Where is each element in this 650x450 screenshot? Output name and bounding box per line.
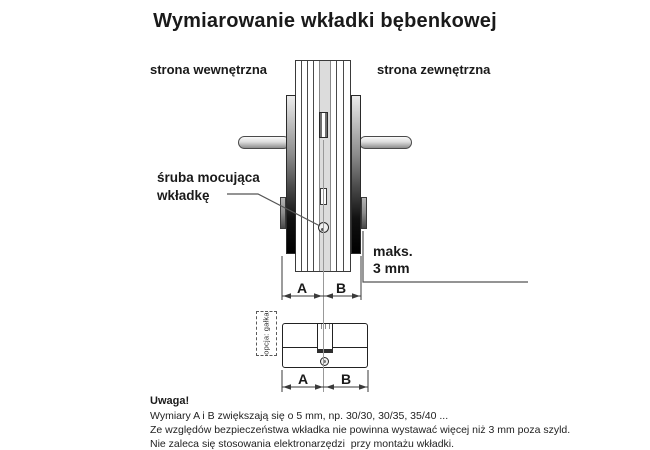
- upper-arrow-left: [283, 293, 291, 299]
- fixing-screw-label: [157, 169, 260, 205]
- inner-side-label: strona wewnętrzna: [150, 62, 268, 77]
- fixing-screw: [318, 222, 329, 233]
- escutcheon-inner: [286, 95, 296, 254]
- door-layer-line: [343, 61, 344, 271]
- max-protrusion-label: [373, 243, 413, 277]
- note-heading: Uwaga!: [150, 395, 190, 407]
- upper-dim-a: A: [296, 280, 308, 296]
- notch-tick: [329, 324, 330, 329]
- door-layer-line: [313, 61, 314, 271]
- notch-tick: [325, 324, 326, 329]
- note-line-2: Ze względów bezpieczeństwa wkładka nie powinna wystawać więcej niż 3 mm poza szyld.: [150, 424, 571, 436]
- fixing-screw-label-line1: śruba mocująca: [157, 170, 260, 185]
- outer-side-label: strona zewnętrzna: [377, 62, 491, 77]
- cylinder-cam-notch: [317, 324, 333, 349]
- knob-option-box: [256, 311, 277, 356]
- profile-screw-hole: [320, 357, 329, 366]
- lower-arrow-left: [283, 384, 291, 390]
- screw-socket-icon: [323, 360, 326, 363]
- inner-handle: [238, 136, 290, 149]
- lower-dim-b: B: [340, 371, 352, 387]
- screw-channel: [320, 188, 327, 205]
- max-protrusion-line1: maks.: [373, 243, 413, 259]
- note-line-3: Nie zaleca się stosowania elektronarzędzi przy montażu wkładki.: [150, 438, 455, 450]
- lower-arrow-right: [359, 384, 367, 390]
- screw-pin-icon: [321, 228, 324, 231]
- outer-handle: [359, 136, 412, 149]
- door-layer-line: [301, 61, 302, 271]
- upper-dim-b: B: [335, 280, 347, 296]
- door-cross-section: [295, 60, 351, 272]
- cylinder-end-outer: [361, 197, 367, 229]
- lower-arrow-center-b: [326, 384, 334, 390]
- cylinder-cam: [317, 349, 333, 353]
- upper-arrow-right: [352, 293, 360, 299]
- lock-mortise-channel: [319, 61, 331, 271]
- escutcheon-outer: [351, 95, 361, 254]
- knob-option-label: opcja: gałka: [262, 312, 271, 355]
- page-title: Wymiarowanie wkładki bębenkowej: [153, 10, 497, 32]
- door-layer-line: [307, 61, 308, 271]
- notch-tick: [321, 324, 322, 329]
- max-protrusion-line2: 3 mm: [373, 260, 410, 276]
- lower-dim-a: A: [297, 371, 309, 387]
- note-line-1: Wymiary A i B zwiększają się o 5 mm, np. 30/30, 30/35, 35/40 ...: [150, 410, 449, 422]
- upper-arrow-center-a: [314, 293, 322, 299]
- door-layer-line: [336, 61, 337, 271]
- cam-slot: [319, 112, 328, 138]
- lower-arrow-center-a: [315, 384, 323, 390]
- fixing-screw-label-line2: wkładkę: [157, 188, 210, 203]
